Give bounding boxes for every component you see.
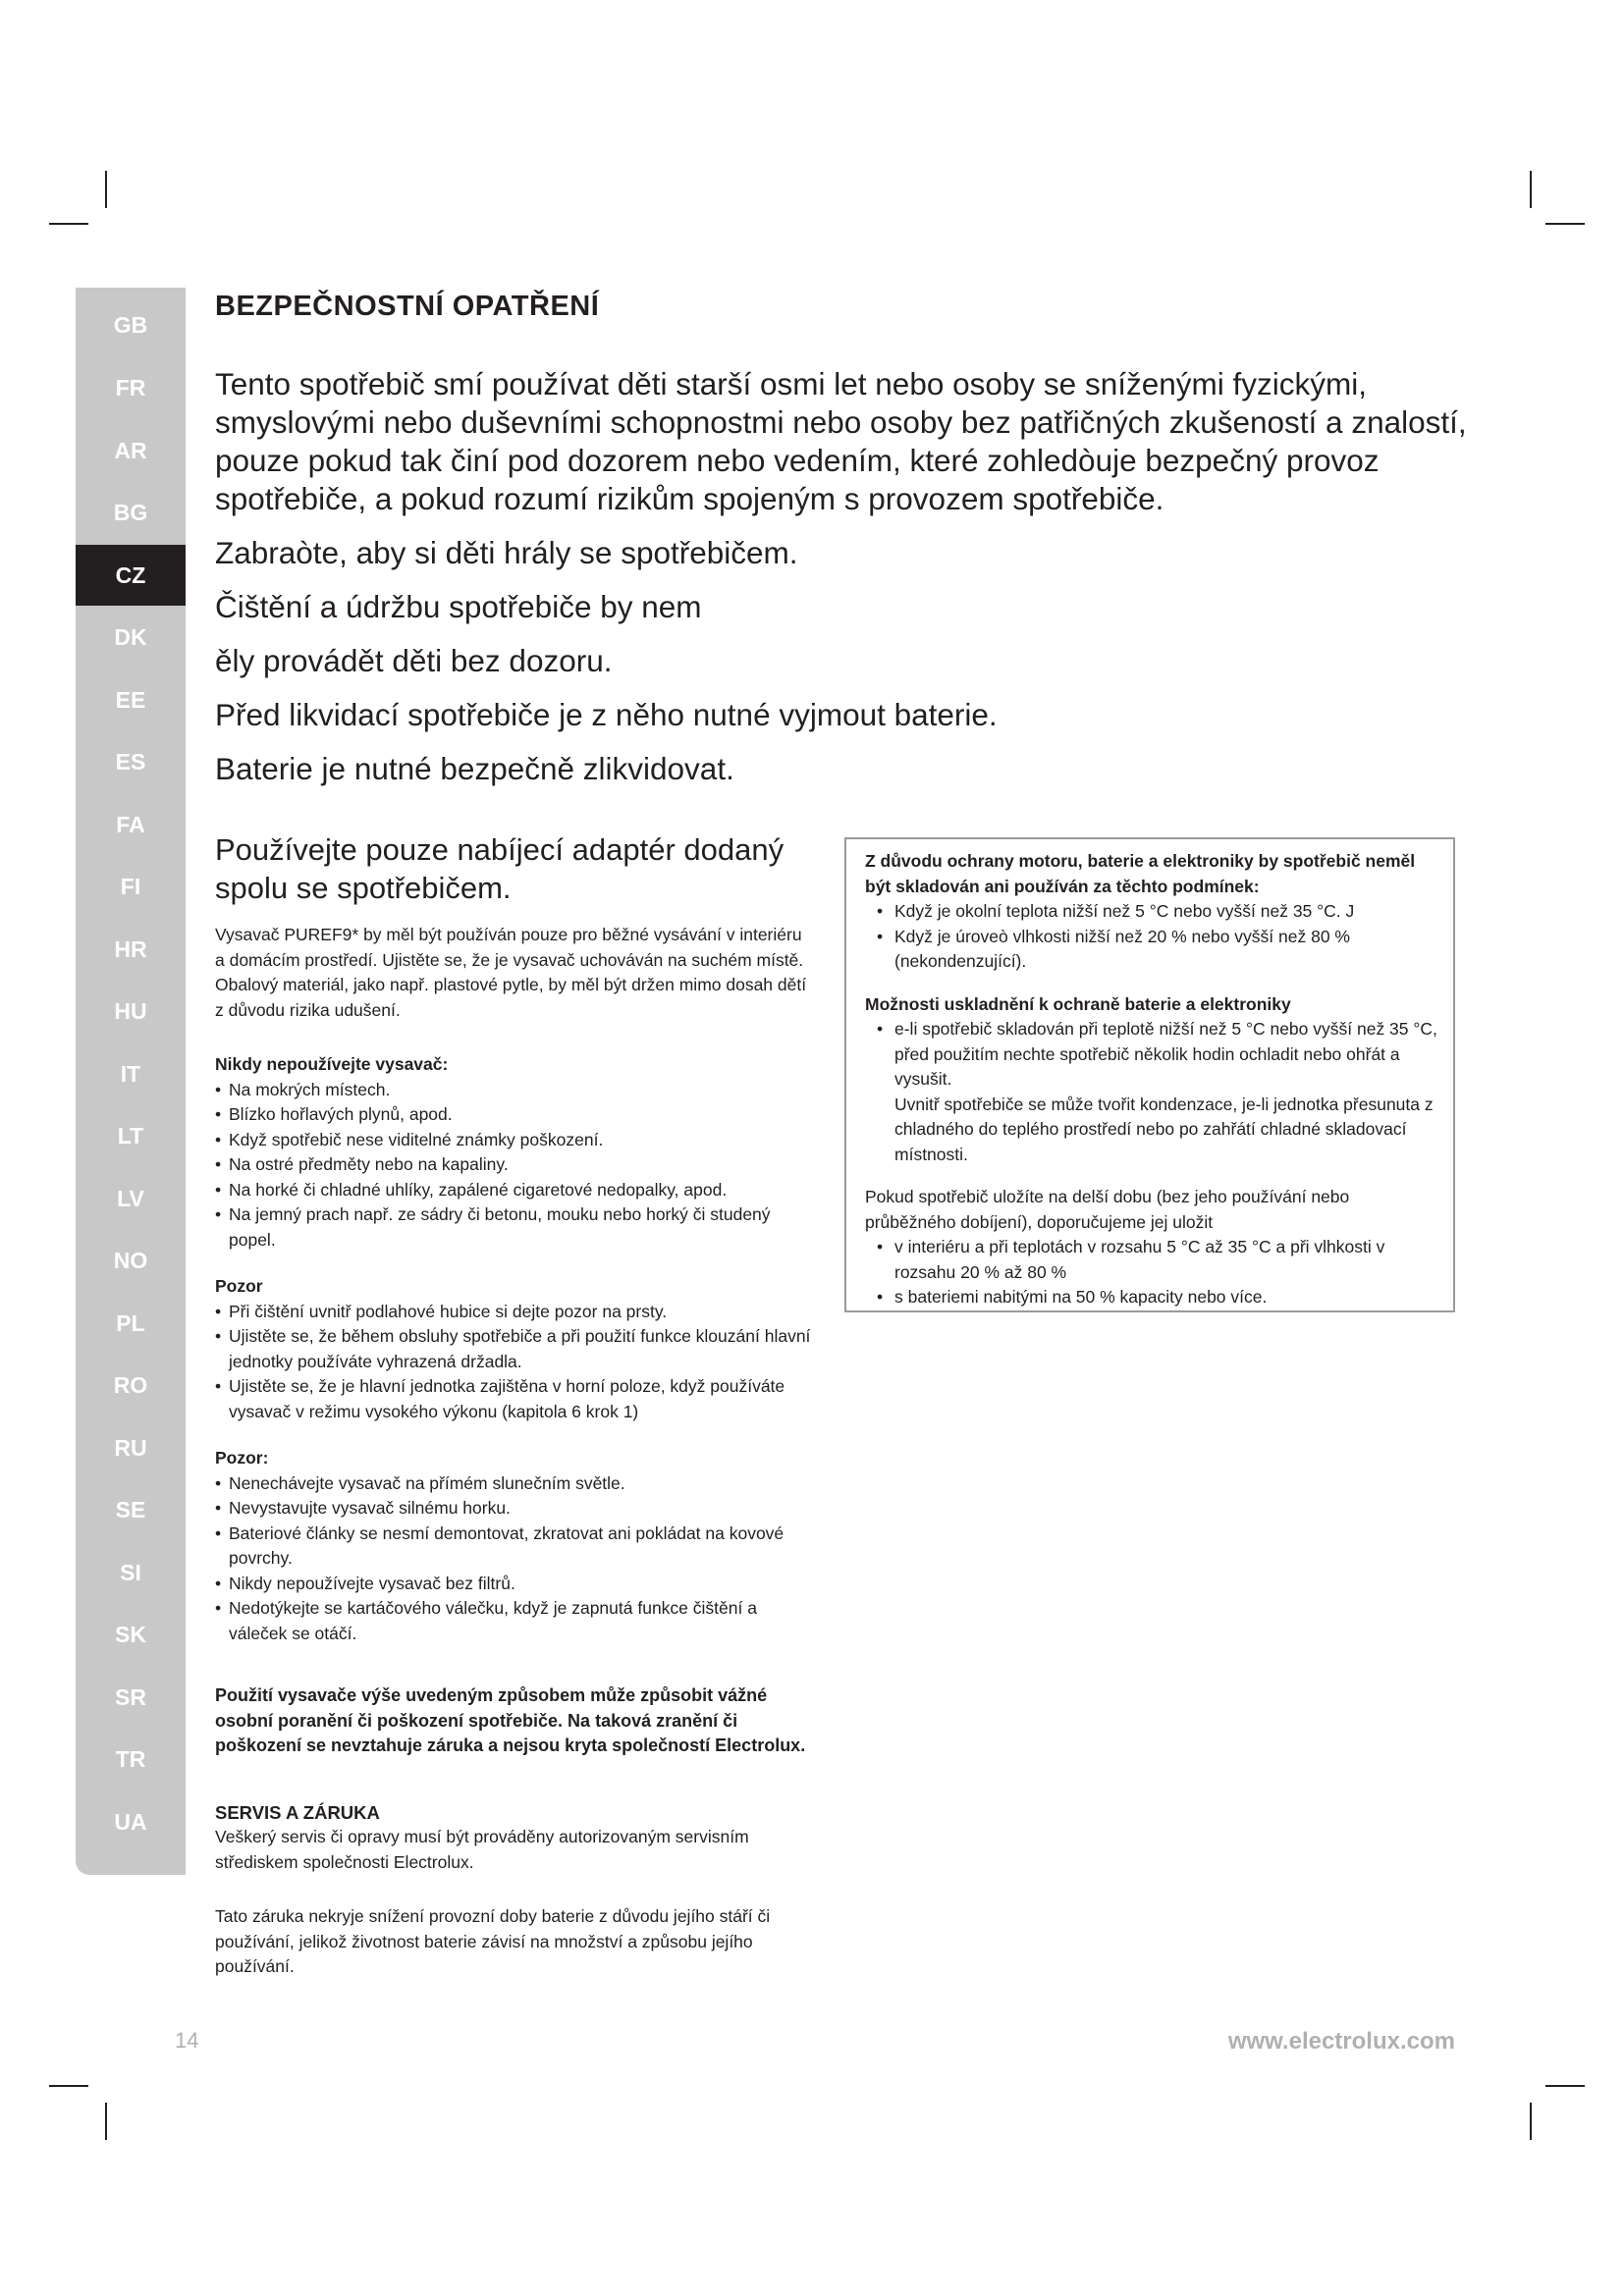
lang-tab-dk[interactable]: DK <box>114 623 147 650</box>
crop-mark <box>105 171 107 208</box>
lang-tab-gb[interactable]: GB <box>113 311 148 338</box>
crop-mark <box>1545 2085 1585 2087</box>
lang-tab-ar[interactable]: AR <box>114 437 147 463</box>
warranty-warning: Použití vysavače výše uvedeným způsobem může způsobit vážné osobní poranění či poškození spotřebiče. Na taková zranění či poškození se nevztahuje záruka a nejsou kryta společností Electrolux. <box>215 1685 806 1755</box>
box-heading: Z důvodu ochrany motoru, baterie a elektroniky by spotřebič neměl být skladován ani používán za těchto podmínek: <box>865 851 1416 896</box>
lang-tab-ee[interactable]: EE <box>115 686 146 713</box>
intro-section <box>215 365 1482 804</box>
long-storage-paragraph: Pokud spotřebič uložíte na delší dobu (bez jeho používání nebo průběžného dobíjení), doporučujeme jej uložit <box>865 1187 1350 1232</box>
usage-paragraph: Vysavač PUREF9* by měl být používán pouze pro běžné vysávání v interiéru a domácím prostředí. Ujistěte se, že je vysavač uchováván na suchém místě. <box>215 925 804 970</box>
lang-tab-fi[interactable]: FI <box>120 873 141 899</box>
lang-tab-sr[interactable]: SR <box>115 1683 146 1710</box>
crop-mark <box>49 223 88 225</box>
list-item <box>877 1017 1437 1167</box>
lang-tab-sk[interactable]: SK <box>115 1621 146 1647</box>
lang-tab-es[interactable]: ES <box>115 748 146 774</box>
lang-tab-no[interactable]: NO <box>113 1247 148 1273</box>
lang-tab-lv[interactable]: LV <box>117 1185 144 1211</box>
caution-list <box>215 1300 816 1425</box>
warranty-paragraph: Tato záruka nekryje snížení provozní doby baterie z důvodu jejího stáří či používání, jelikož životnost baterie závisí na množství a způsobu jejího používání. <box>215 1906 771 1976</box>
list-item: • Nedotýkejte se kartáčového válečku, když je zapnutá funkce čištění a váleček se otáčí. <box>215 1596 816 1646</box>
crop-mark <box>49 2085 88 2087</box>
never-use-heading: Nikdy nepoužívejte vysavač: <box>215 1054 449 1074</box>
lang-tab-cz[interactable]: CZ <box>76 545 186 606</box>
list-item: • Na horké či chladné uhlíky, zapálené cigaretové nedopalky, apod. <box>215 1178 816 1203</box>
lang-tab-hu[interactable]: HU <box>114 997 147 1024</box>
lang-tab-pl[interactable]: PL <box>116 1309 145 1336</box>
list-item: • Na mokrých místech. <box>215 1078 816 1103</box>
crop-mark <box>1530 2103 1532 2140</box>
crop-mark <box>1530 171 1532 208</box>
caution-heading: Pozor <box>215 1276 263 1296</box>
list-item: • Blízko hořlavých plynů, apod. <box>215 1102 816 1128</box>
service-heading: SERVIS A ZÁRUKA <box>215 1801 380 1823</box>
intro-paragraph: Tento spotřebič smí používat děti starší osmi let nebo osoby se sníženými fyzickými, smyslovými nebo duševními schopnostmi nebo osoby bez patřičných zkušeností a znalostí, pouze pokud tak činí pod dozorem nebo vedením, které zohledòuje bezpečný provoz spotřebiče, a pokud rozumí rizikům spojeným s provozem spotřebiče. <box>215 366 1467 516</box>
list-item: • s bateriemi nabitými na 50 % kapacity nebo více. <box>877 1285 1437 1310</box>
lang-tab-si[interactable]: SI <box>120 1559 141 1585</box>
lang-tab-fa[interactable]: FA <box>116 811 145 837</box>
list-item: • Když je úroveò vlhkosti nižší než 20 % nebo vyšší než 80 % (nekondenzující). <box>877 925 1437 975</box>
crop-mark <box>1545 223 1585 225</box>
list-item: • Při čištění uvnitř podlahové hubice si dejte pozor na prsty. <box>215 1300 816 1325</box>
long-storage-list <box>865 1235 1437 1310</box>
intro-paragraph: Zabraòte, aby si děti hrály se spotřebičem. <box>215 535 798 570</box>
intro-paragraph: Baterie je nutné bezpečně zlikvidovat. <box>215 751 734 786</box>
list-item: • Na jemný prach např. ze sádry či betonu, mouku nebo horký či studený popel. <box>215 1202 816 1253</box>
lang-tab-it[interactable]: IT <box>120 1060 141 1087</box>
lang-tab-hr[interactable]: HR <box>114 935 147 962</box>
lang-tab-ru[interactable]: RU <box>114 1434 147 1461</box>
list-item: • Ujistěte se, že během obsluhy spotřebiče a při použití funkce klouzání hlavní jednotky používáte vyhrazená držadla. <box>215 1324 816 1374</box>
never-use-list <box>215 1078 816 1254</box>
crop-mark <box>105 2103 107 2140</box>
page-number: 14 <box>175 2028 199 2053</box>
list-item-text: e-li spotřebič skladován při teplotě nižší než 5 °C nebo vyšší než 35 °C, před použitím nechte spotřebič několik hodin ochladit nebo ohřát a vysušit. <box>894 1019 1437 1089</box>
intro-paragraph: ěly provádět děti bez dozoru. <box>215 643 613 678</box>
list-item: • Nevystavujte vysavač silnému horku. <box>215 1496 816 1522</box>
intro-paragraph: Čištění a údržbu spotřebiče by nem <box>215 589 702 624</box>
lang-tab-fr[interactable]: FR <box>115 374 146 400</box>
box-heading-2: Možnosti uskladnění k ochraně baterie a elektroniky <box>865 993 1291 1014</box>
lang-tab-ua[interactable]: UA <box>114 1808 147 1835</box>
storage-list <box>865 1017 1437 1167</box>
lang-tab-ro[interactable]: RO <box>113 1371 148 1398</box>
service-paragraph: Veškerý servis či opravy musí být prováděny autorizovaným servisním střediskem společnosti Electrolux. <box>215 1827 749 1872</box>
list-item: • Když je okolní teplota nižší než 5 °C nebo vyšší než 35 °C. J <box>877 899 1437 925</box>
list-item: • v interiéru a při teplotách v rozsahu 5 °C až 35 °C a při vlhkosti v rozsahu 20 % až 80 % <box>877 1235 1437 1285</box>
adapter-note: Používejte pouze nabíjecí adaptér dodaný spolu se spotřebičem. <box>215 832 785 905</box>
conditions-list <box>865 899 1437 975</box>
list-item: • Bateriové články se nesmí demontovat, zkratovat ani pokládat na kovové povrchy. <box>215 1522 816 1572</box>
website-url: www.electrolux.com <box>1227 2028 1455 2055</box>
list-item: • Nikdy nepoužívejte vysavač bez filtrů. <box>215 1572 816 1597</box>
caution-list-2 <box>215 1471 816 1647</box>
lang-tab-bg[interactable]: BG <box>113 499 148 525</box>
list-item: • Na ostré předměty nebo na kapaliny. <box>215 1152 816 1178</box>
list-item: • Ujistěte se, že je hlavní jednotka zajištěna v horní poloze, když používáte vysavač v režimu vysokého výkonu (kapitola 6 krok 1) <box>215 1374 816 1424</box>
lang-tab-tr[interactable]: TR <box>115 1745 146 1772</box>
page-title: BEZPEČNOSTNÍ OPATŘENÍ <box>215 291 600 322</box>
caution-heading-2: Pozor: <box>215 1448 269 1468</box>
list-item: • Když spotřebič nese viditelné známky poškození. <box>215 1128 816 1153</box>
packaging-paragraph: Obalový materiál, jako např. plastové pytle, by měl být držen mimo dosah dětí z důvodu rizika udušení. <box>215 975 807 1020</box>
storage-info-box <box>844 837 1455 1312</box>
left-column <box>215 830 816 1980</box>
list-item-text: Uvnitř spotřebiče se může tvořit kondenzace, je-li jednotka přesunuta z chladného do teplého prostředí nebo po zahřátí chladné skladovací místnosti. <box>894 1094 1434 1164</box>
lang-tab-se[interactable]: SE <box>115 1496 146 1522</box>
lang-tab-lt[interactable]: LT <box>117 1122 144 1148</box>
list-item: • Nenechávejte vysavač na přímém slunečním světle. <box>215 1471 816 1497</box>
intro-paragraph: Před likvidací spotřebiče je z něho nutné vyjmout baterie. <box>215 697 998 732</box>
